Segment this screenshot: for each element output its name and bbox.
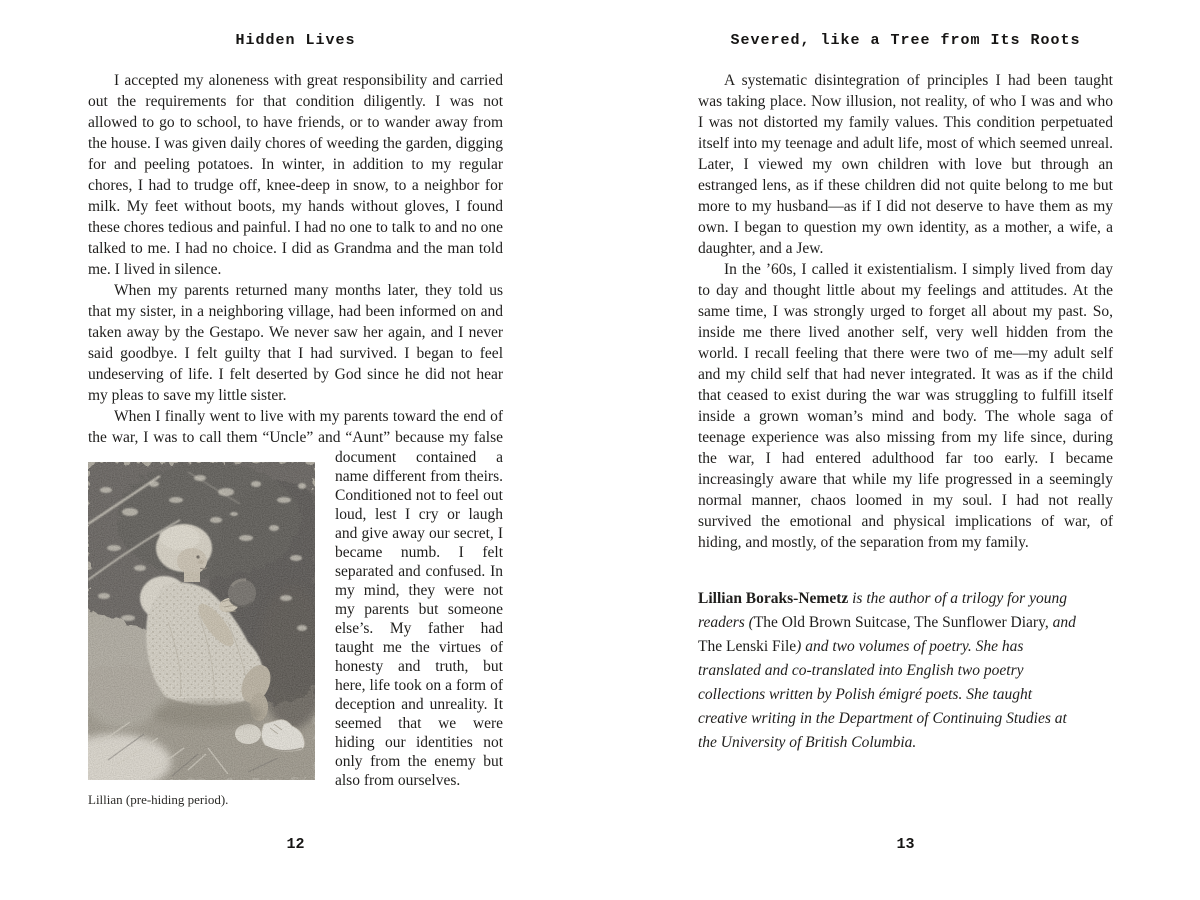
photo-and-text-row (88, 448, 503, 808)
body-paragraph: When I finally went to live with my parents toward the end of the war, I was to call them “Uncle” and “Aunt” because my false (88, 408, 503, 446)
bio-text: is the author of a trilogy for young readers ( (698, 590, 1067, 631)
photo-grain (88, 462, 315, 780)
body-paragraph: When my parents returned many months later, they told us that my sister, in a neighboring village, had been informed on and taken away by the Gestapo. We never saw her again, and I never said goodbye. I felt guilty that I had survived. I began to feel undeserving of life. I felt deserted by God since he did not hear my pleas to save my little sister. (88, 282, 503, 404)
right-page (698, 32, 1113, 755)
photo-lillian-illustration (88, 462, 315, 780)
author-name: Lillian Boraks-Nemetz (698, 590, 849, 607)
book-titles: The Old Brown Suitcase, The Sunflower Diary, (753, 614, 1049, 631)
photo-caption: Lillian (pre-hiding period). (88, 792, 229, 807)
bio-text: ) and two volumes of poetry. She has translated and co-translated into English two poetry collections written by Polish émigré poets. She taught creative writing in the Department of Continuing Studies at the University of British Columbia. (698, 638, 1067, 751)
body-paragraph-beside-photo: document contained a name different from theirs. Conditioned not to feel out loud, lest I cry or laugh and give away our secret, I became numb. I felt separated and confused. In my mind, they were not my parents but someone else’s. My father had taught me the virtues of honesty and truth, but here, life took on a form of deception and unreality. It seemed that we were hiding our identities not only from the enemy but also from ourselves. (335, 449, 503, 789)
book-title: The Lenski File (698, 638, 797, 655)
body-paragraph: In the ’60s, I called it existentialism. I simply lived from day to day and thought little about my feelings and attitudes. At the same time, I was strongly urged to forget all about my past. So, inside me there lived another self, very well hidden from the world. I recall feeling that there were two of me—my adult self and my child self that had never integrated. It was as if the child that ceased to exist during the war was struggling to fulfill itself inside a grown woman’s mind and body. The whole saga of teenage experience was also missing from my life since, during the war, I had entered adulthood far too early. I became increasingly aware that while my life progressed in a seemingly normal manner, chaos loomed in my soul. I had not really survived the emotional and physical implications of war, of hiding, and mostly, of the separation from my family. (698, 261, 1113, 551)
running-head-left: Hidden Lives (235, 32, 356, 49)
running-head-right: Severed, like a Tree from Its Roots (730, 32, 1081, 49)
page-number-right: 13 (896, 836, 915, 853)
bio-text: and (1048, 614, 1076, 631)
page-number-left: 12 (286, 836, 305, 853)
body-paragraph: A systematic disintegration of principles I had been taught was taking place. Now illusion, not reality, of who I was and who I was not distorted my family values. This condition perpetuated itself into my teenage and adult life, most of which seemed unreal. Later, I viewed my own children with love but through an estranged lens, as if these children did not quite belong to me but more to my husband—as if I did not deserve to have them as my own. I began to question my own identity, as a mother, a wife, a daughter, and a Jew. (698, 72, 1113, 257)
photo-lillian (88, 462, 315, 780)
left-page (88, 32, 503, 808)
body-paragraph: I accepted my aloneness with great responsibility and carried out the requirements for that condition diligently. I was not allowed to go to school, to have friends, or to wander away from the house. I was given daily chores of weeding the garden, digging for and peeling potatoes. In winter, in addition to my regular chores, I had to trudge off, knee-deep in snow, to a neighbor for milk. My feet without boots, my hands without gloves, I found these chores tedious and painful. I had no one to talk to and no one talked to me. I had no choice. I did as Grandma and the man told me. I lived in silence. (88, 72, 503, 278)
photo-column (88, 448, 315, 808)
author-bio (698, 587, 1080, 755)
